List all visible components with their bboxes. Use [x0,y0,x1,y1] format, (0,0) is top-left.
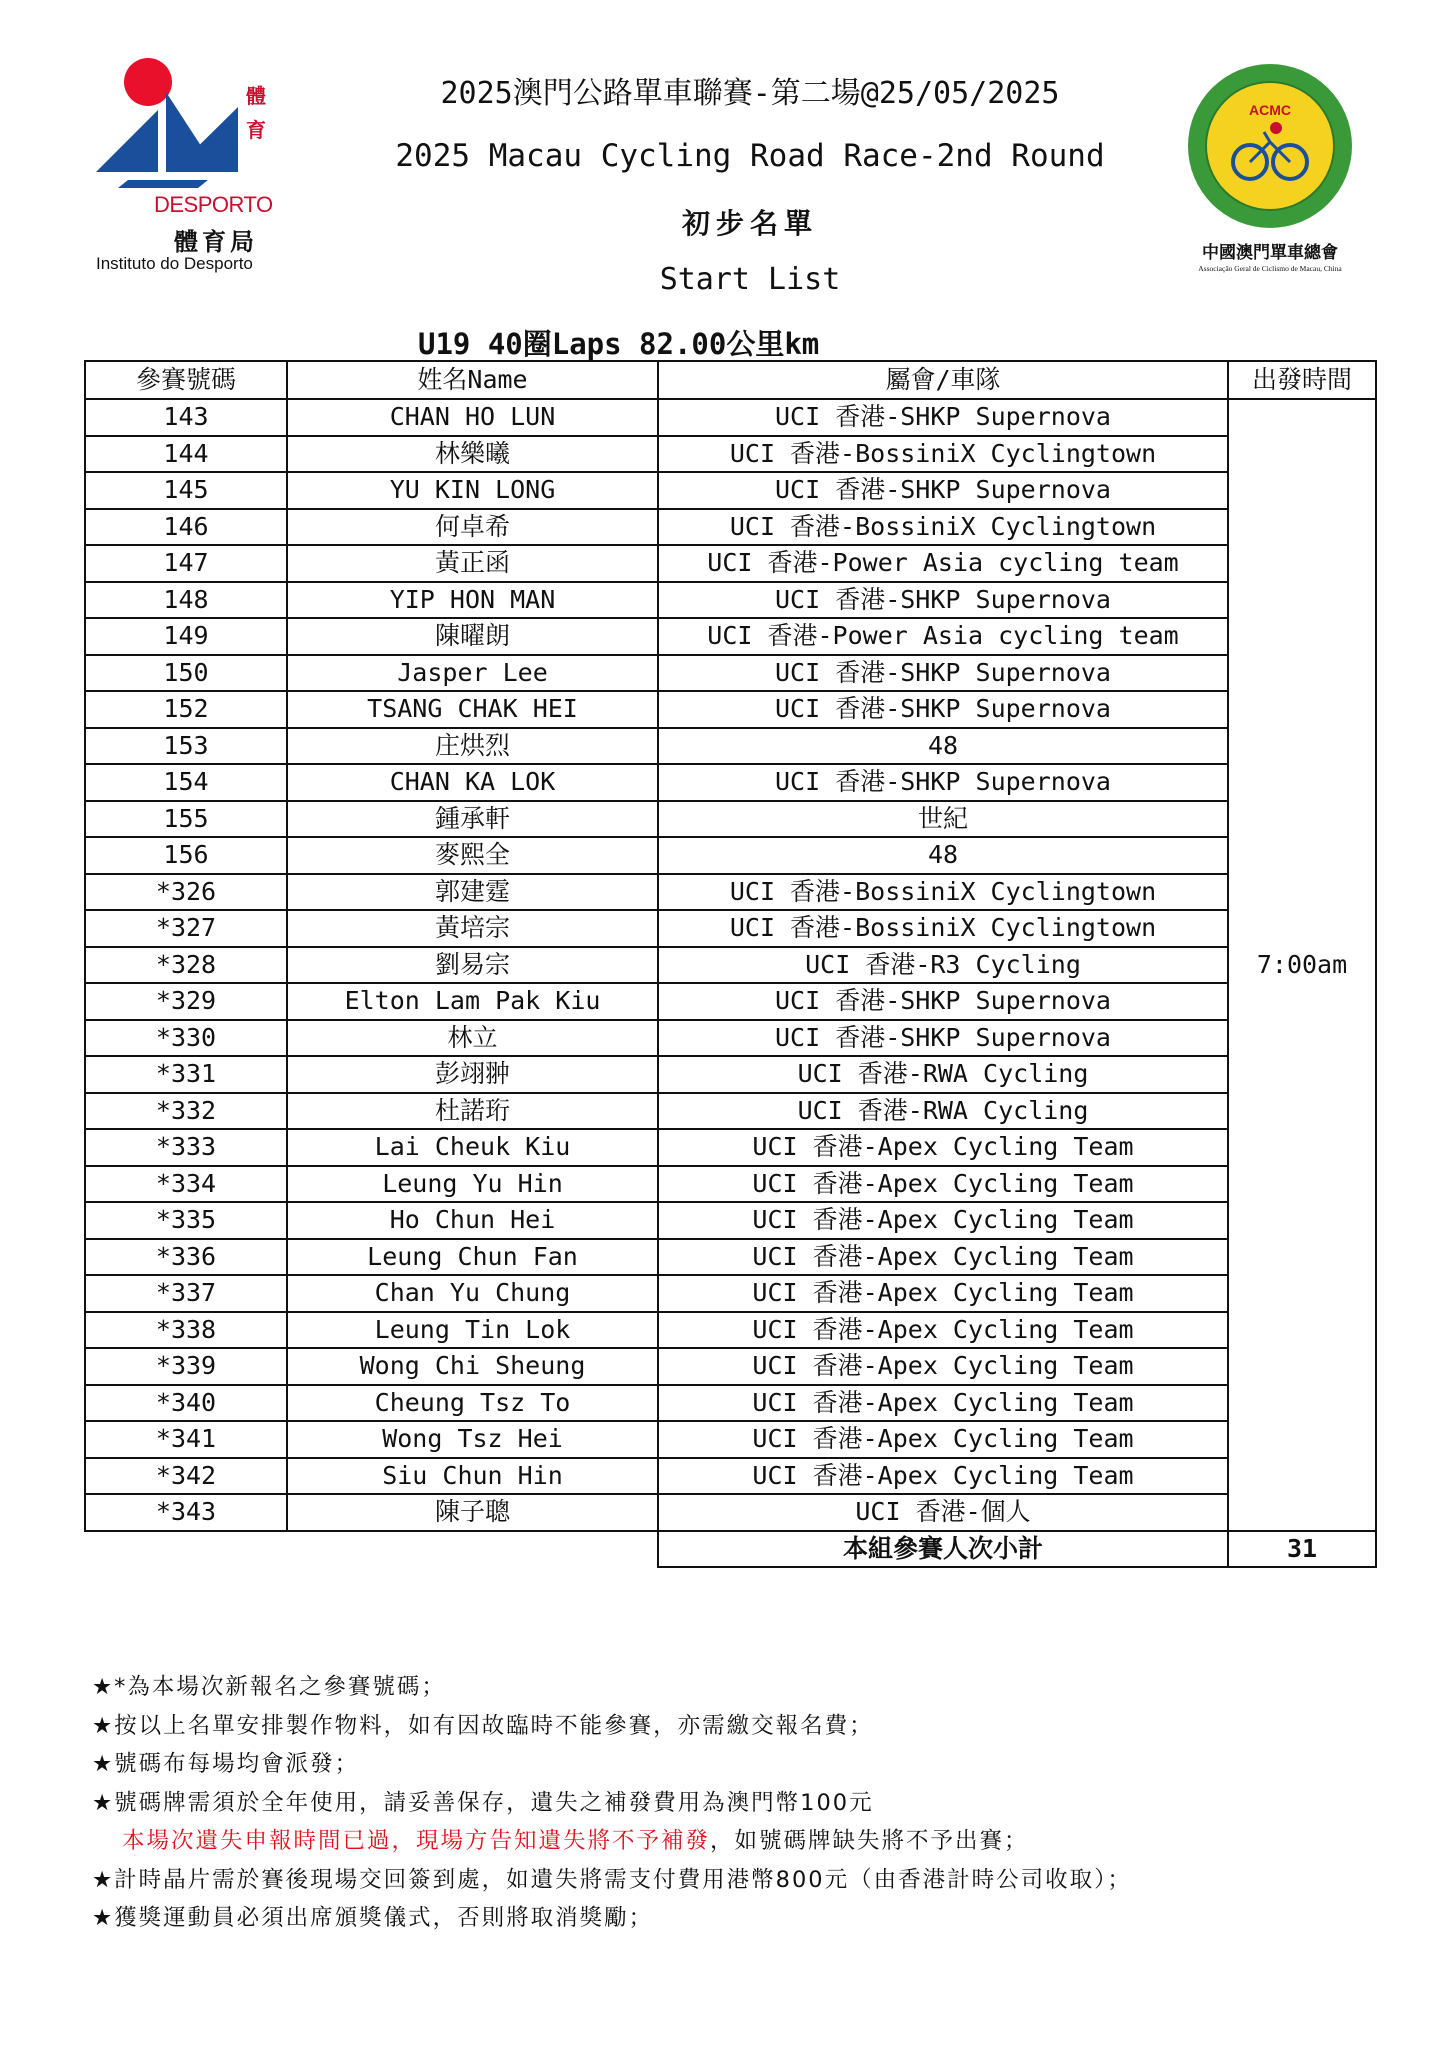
ido-name-pt: Instituto do Desporto [96,254,253,273]
ido-brand: DESPORTO [154,192,273,217]
team-name: UCI 香港-Apex Cycling Team [658,1421,1228,1458]
rider-name: TSANG CHAK HEI [287,691,658,728]
team-name: UCI 香港-Apex Cycling Team [658,1166,1228,1203]
team-name: UCI 香港-Power Asia cycling team [658,545,1228,582]
rider-name: YU KIN LONG [287,472,658,509]
entry-number: 145 [85,472,287,509]
entry-number: 155 [85,801,287,838]
table-row [85,801,1376,838]
entry-number: 156 [85,837,287,874]
team-name: UCI 香港-Apex Cycling Team [658,1312,1228,1349]
entry-number: *336 [85,1239,287,1276]
rider-name: 黃正函 [287,545,658,582]
entry-number: 147 [85,545,287,582]
table-row [85,1239,1376,1276]
rider-name: Siu Chun Hin [287,1458,658,1495]
ido-name-cn: 體育局 [174,228,258,256]
team-name: 48 [658,837,1228,874]
rider-name: Lai Cheuk Kiu [287,1129,658,1166]
entry-number: *333 [85,1129,287,1166]
rider-name: 彭翊翀 [287,1056,658,1093]
acmc-name-pt: Associação Geral de Ciclismo de Macau, China [1198,264,1342,273]
start-list-table [84,360,1377,1568]
team-name: UCI 香港-Apex Cycling Team [658,1275,1228,1312]
team-name: UCI 香港-RWA Cycling [658,1056,1228,1093]
entry-number: 149 [85,618,287,655]
title-en: 2025 Macau Cycling Road Race-2nd Round [395,138,1105,174]
team-name: UCI 香港-個人 [658,1494,1228,1531]
rider-name: 鍾承軒 [287,801,658,838]
entry-number: 153 [85,728,287,765]
rider-name: 郭建霆 [287,874,658,911]
rider-name: 麥熙全 [287,837,658,874]
team-name: UCI 香港-BossiniX Cyclingtown [658,874,1228,911]
table-row [85,947,1376,984]
table-row [85,910,1376,947]
table-row [85,874,1376,911]
team-name: UCI 香港-BossiniX Cyclingtown [658,910,1228,947]
rider-name: Chan Yu Chung [287,1275,658,1312]
note-5-tail: ，如號碼牌缺失將不予出賽； [710,1828,1029,1854]
team-name: UCI 香港-Apex Cycling Team [658,1348,1228,1385]
rider-name: Leung Yu Hin [287,1166,658,1203]
table-row [85,983,1376,1020]
team-name: UCI 香港-SHKP Supernova [658,399,1228,436]
team-name: UCI 香港-R3 Cycling [658,947,1228,984]
entry-number: *330 [85,1020,287,1057]
rider-name: 黃培宗 [287,910,658,947]
entry-number: *337 [85,1275,287,1312]
subtitle-zh: 初步名單 [681,207,818,240]
table-row [85,1421,1376,1458]
team-name: UCI 香港-SHKP Supernova [658,691,1228,728]
subtitle-en: Start List [659,262,841,297]
rider-name: Wong Tsz Hei [287,1421,658,1458]
team-name: UCI 香港-Apex Cycling Team [658,1458,1228,1495]
rider-name: 庄烘烈 [287,728,658,765]
table-row [85,728,1376,765]
entry-number: *327 [85,910,287,947]
entry-number: *339 [85,1348,287,1385]
team-name: UCI 香港-SHKP Supernova [658,1020,1228,1057]
col-name-header: 姓名Name [287,361,658,399]
team-name: UCI 香港-SHKP Supernova [658,764,1228,801]
rider-name: Wong Chi Sheung [287,1348,658,1385]
rider-name: 何卓希 [287,509,658,546]
rider-name: 林樂曦 [287,436,658,473]
note-5 [92,1822,1132,1861]
entry-number: *332 [85,1093,287,1130]
table-row [85,399,1376,436]
entry-number: *326 [85,874,287,911]
rider-name: Leung Tin Lok [287,1312,658,1349]
rider-name: 林立 [287,1020,658,1057]
col-start-time-header: 出發時間 [1228,361,1376,399]
entry-number: 144 [85,436,287,473]
table-row [85,436,1376,473]
rider-name: CHAN HO LUN [287,399,658,436]
entry-number: 152 [85,691,287,728]
team-name: UCI 香港-BossiniX Cyclingtown [658,436,1228,473]
table-row [85,764,1376,801]
table-row [85,1202,1376,1239]
team-name: UCI 香港-SHKP Supernova [658,655,1228,692]
entry-number: *328 [85,947,287,984]
entry-number: 150 [85,655,287,692]
note-2: ★按以上名單安排製作物料，如有因故臨時不能參賽，亦需繳交報名費； [92,1712,874,1739]
table-row [85,1166,1376,1203]
col-number-header: 參賽號碼 [85,361,287,399]
note-5-warning: 本場次遺失申報時間已過，現場方告知遺失將不予補發 [122,1828,711,1854]
acmc-abbr: ACMC [1249,102,1291,118]
notes [92,1668,1132,1938]
rider-name: 劉易宗 [287,947,658,984]
start-time: 7:00am [1228,399,1376,1531]
table-row [85,1020,1376,1057]
team-name: UCI 香港-SHKP Supernova [658,472,1228,509]
entry-number: 143 [85,399,287,436]
rider-name: 杜諾珩 [287,1093,658,1130]
table-row [85,618,1376,655]
team-name: 48 [658,728,1228,765]
note-3: ★號碼布每場均會派發； [92,1751,360,1777]
table-row [85,655,1376,692]
table-row [85,472,1376,509]
entry-number: *331 [85,1056,287,1093]
table-row [85,1348,1376,1385]
team-name: 世紀 [658,801,1228,838]
table-row [85,545,1376,582]
ido-emblem-icon [88,52,298,202]
rider-name: Ho Chun Hei [287,1202,658,1239]
table-row [85,1312,1376,1349]
rider-name: 陳曜朗 [287,618,658,655]
table-row [85,1275,1376,1312]
acmc-logo [1172,62,1368,282]
entry-number: *335 [85,1202,287,1239]
entry-number: *342 [85,1458,287,1495]
ido-char-2: 育 [246,118,266,142]
team-name: UCI 香港-SHKP Supernova [658,983,1228,1020]
category-label: U19 40圈Laps 82.00公里km [418,327,820,361]
rider-name: YIP HON MAN [287,582,658,619]
entry-number: 148 [85,582,287,619]
table-row [85,1129,1376,1166]
team-name: UCI 香港-Apex Cycling Team [658,1202,1228,1239]
table-row [85,1056,1376,1093]
table-row [85,1385,1376,1422]
table-row [85,1494,1376,1531]
table-row [85,1458,1376,1495]
team-name: UCI 香港-Apex Cycling Team [658,1129,1228,1166]
total-row [85,1531,1376,1568]
total-blank [85,1531,658,1568]
table-row [85,582,1376,619]
note-1: ★*為本場次新報名之參賽號碼； [92,1674,446,1700]
acmc-name-cn: 中國澳門單車總會 [1202,243,1338,263]
entry-number: *334 [85,1166,287,1203]
team-name: UCI 香港-Apex Cycling Team [658,1239,1228,1276]
entry-number: *341 [85,1421,287,1458]
rider-name: Jasper Lee [287,655,658,692]
table-row [85,509,1376,546]
team-name: UCI 香港-BossiniX Cyclingtown [658,509,1228,546]
rider-name: Elton Lam Pak Kiu [287,983,658,1020]
ido-char-1: 體 [246,84,266,108]
total-label: 本組參賽人次小計 [658,1531,1228,1568]
title-zh: 2025澳門公路單車聯賽-第二場@25/05/2025 [440,76,1060,111]
team-name: UCI 香港-RWA Cycling [658,1093,1228,1130]
note-4: ★號碼牌需須於全年使用，請妥善保存，遺失之補發費用為澳門幣100元 [92,1789,874,1816]
ido-logo [88,52,298,282]
table-row [85,1093,1376,1130]
table-body [85,399,1376,1531]
rider-name: Cheung Tsz To [287,1385,658,1422]
table-row [85,691,1376,728]
col-team-header: 屬會/車隊 [658,361,1228,399]
note-7: ★獲獎運動員必須出席頒獎儀式，否則將取消獎勵； [92,1905,654,1931]
rider-name: 陳子聰 [287,1494,658,1531]
entry-number: 146 [85,509,287,546]
table-header-row [85,361,1376,399]
team-name: UCI 香港-Apex Cycling Team [658,1385,1228,1422]
team-name: UCI 香港-SHKP Supernova [658,582,1228,619]
note-6: ★計時晶片需於賽後現場交回簽到處，如遺失將需支付費用港幣800元（由香港計時公司收取）； [92,1866,1132,1893]
entry-number: *329 [85,983,287,1020]
entry-number: *343 [85,1494,287,1531]
table-row [85,837,1376,874]
entry-number: *340 [85,1385,287,1422]
acmc-emblem-icon [1172,62,1368,232]
entry-number: *338 [85,1312,287,1349]
rider-name: Leung Chun Fan [287,1239,658,1276]
entry-number: 154 [85,764,287,801]
total-value: 31 [1228,1531,1376,1568]
team-name: UCI 香港-Power Asia cycling team [658,618,1228,655]
rider-name: CHAN KA LOK [287,764,658,801]
